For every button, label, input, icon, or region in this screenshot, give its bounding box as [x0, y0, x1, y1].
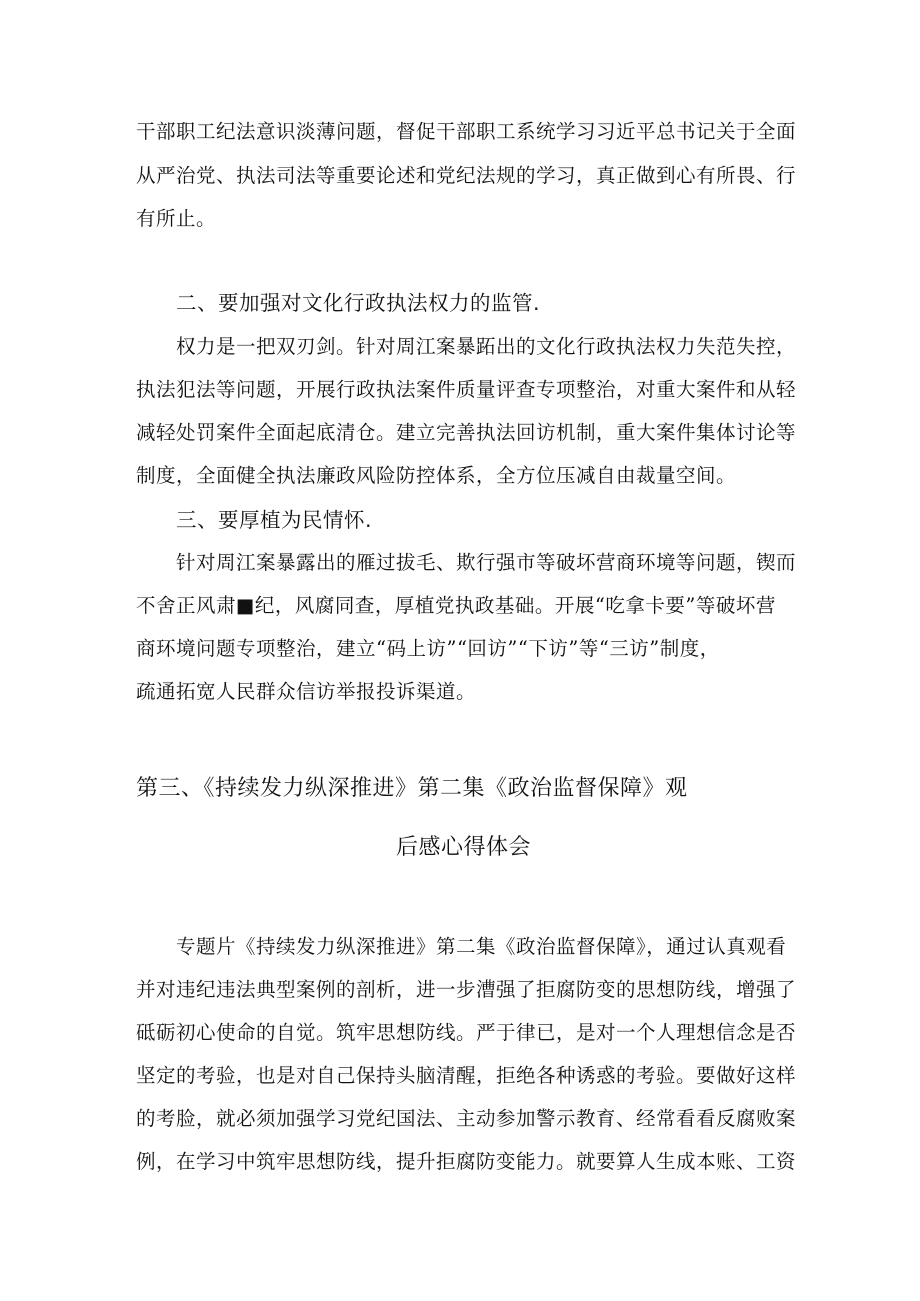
article-body-line-1: 专题片《持续发力纵深推进》第二集《政治监督保障》，通过认真观看	[176, 935, 787, 958]
section-two-line-1: 权力是一把双刃剑。针对周江案暴跖出的文化行政执法权力失范失控，	[176, 335, 797, 358]
section-two-heading: 二、要加强对文化行政执法权力的监管.	[176, 291, 541, 315]
section-two-line-4: 制度，全面健全执法廉政风险防控体系，全方位压减自由裁量空间。	[136, 464, 737, 487]
section-three-line-2: 不舍正风肃■纪，风腐同查，厚植党执政基础。开展“吃拿卡要”等破坏营	[136, 594, 776, 617]
article-body-line-3: 砥砺初心使命的自觉。筑牢思想防线。严于律已，是对一个人理想信念是否	[136, 1021, 797, 1044]
section-three-line-1: 针对周江案暴露出的雁过拔毛、欺行强市等破坏营商环境等问题，锲而	[176, 551, 797, 574]
article-title-line-1: 第三、《持续发力纵深推进》第二集《政治监督保障》观	[136, 776, 688, 801]
section-two-line-2: 执法犯法等问题，开展行政执法案件质量评查专项整治，对重大案件和从轻	[136, 378, 797, 401]
article-body-line-6: 例，在学习中筑牢思想防线，提升拒腐防变能力。就要算人生成本账、工资	[136, 1150, 797, 1173]
article-body-line-4: 坚定的考验，也是对自己保持头脑清醒，拒绝各种诱惑的考验。要做好这样	[136, 1064, 797, 1087]
section-three-heading: 三、要厚植为民情怀.	[176, 508, 373, 532]
article-title-line-2: 后感心得体会	[396, 835, 532, 860]
section-two-line-3: 减轻处罚案件全面起底清仓。建立完善执法回访机制，重大案件集体讨论等	[136, 421, 797, 444]
intro-line-2: 从严治党、执法司法等重要论述和党纪法规的学习，真正做到心有所畏、行	[136, 164, 797, 187]
article-body-line-5: 的考脸，就必须加强学习党纪国法、主动参加警示教育、经常看看反腐败案	[136, 1107, 797, 1130]
intro-line-1: 干部职工纪法意识淡薄问题，督促干部职工系统学习习近平总书记关于全面	[136, 120, 797, 143]
intro-line-3: 有所止。	[136, 207, 217, 230]
section-three-line-3: 商环境问题专项整治，建立“码上访”“回访”“下访”等“三访”制度，	[136, 637, 720, 660]
article-body-line-2: 并对违纪违法典型案例的剖析，进一步漕强了拒腐防变的思想防线，增强了	[136, 978, 797, 1001]
section-three-line-4: 疏通拓宽人民群众信访举报投诉渠道。	[136, 680, 477, 703]
